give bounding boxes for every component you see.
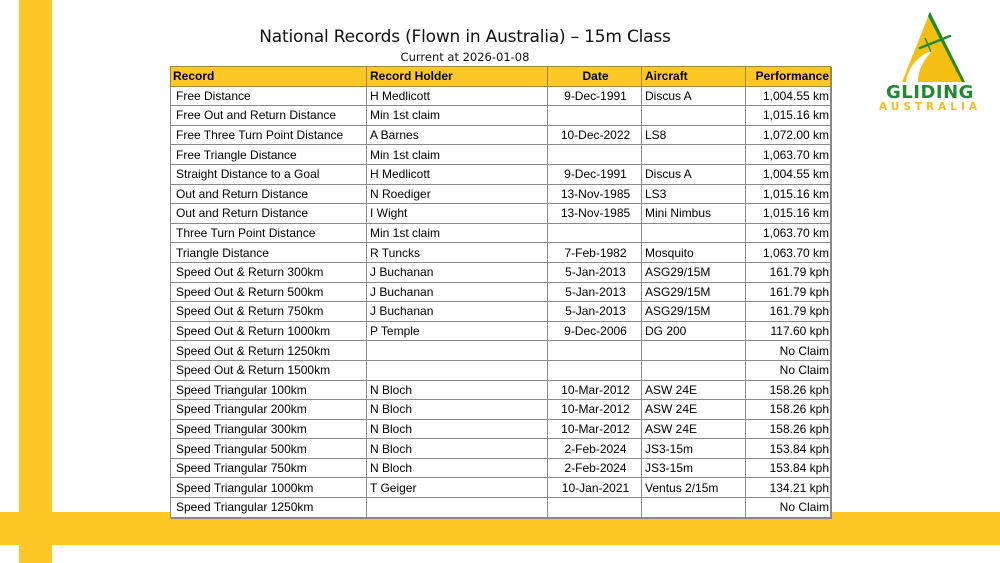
cell-record: Speed Triangular 100km <box>171 380 367 400</box>
table-row <box>171 498 831 518</box>
cell-performance: 1,063.70 km <box>746 223 831 243</box>
cell-aircraft: DG 200 <box>642 321 746 341</box>
header-aircraft: Aircraft <box>642 67 746 87</box>
cell-record-holder: P Temple <box>367 321 548 341</box>
cell-aircraft <box>642 145 746 165</box>
cell-record-holder: N Bloch <box>367 439 548 459</box>
cell-date: 13-Nov-1985 <box>548 204 642 224</box>
cell-performance: 1,004.55 km <box>746 164 831 184</box>
table-row <box>171 419 831 439</box>
header-record: Record <box>171 67 367 87</box>
cell-record-holder <box>367 341 548 361</box>
cell-record: Free Three Turn Point Distance <box>171 125 367 145</box>
table-row <box>171 458 831 478</box>
cell-date: 10-Mar-2012 <box>548 380 642 400</box>
cell-record-holder: N Bloch <box>367 400 548 420</box>
cell-date: 2-Feb-2024 <box>548 458 642 478</box>
header-record-holder: Record Holder <box>367 67 548 87</box>
cell-record: Speed Out & Return 300km <box>171 262 367 282</box>
cell-record: Speed Out & Return 1000km <box>171 321 367 341</box>
cell-date: 10-Mar-2012 <box>548 400 642 420</box>
table-row <box>171 439 831 459</box>
table-row <box>171 478 831 498</box>
records-table <box>170 66 831 518</box>
cell-record-holder: N Bloch <box>367 419 548 439</box>
header-performance: Performance <box>746 67 831 87</box>
table-header-row <box>171 67 831 87</box>
decorative-vertical-bar <box>19 0 52 563</box>
table-row <box>171 360 831 380</box>
table-row <box>171 204 831 224</box>
cell-record-holder: J Buchanan <box>367 302 548 322</box>
cell-performance: 161.79 kph <box>746 302 831 322</box>
cell-performance: 1,063.70 km <box>746 145 831 165</box>
table-row <box>171 262 831 282</box>
cell-aircraft: Discus A <box>642 164 746 184</box>
cell-record: Speed Out & Return 750km <box>171 302 367 322</box>
cell-aircraft: ASW 24E <box>642 400 746 420</box>
cell-record-holder <box>367 360 548 380</box>
cell-performance: No Claim <box>746 498 831 518</box>
cell-record-holder: N Bloch <box>367 458 548 478</box>
brand-name: GLIDING <box>886 82 974 103</box>
cell-record-holder: A Barnes <box>367 125 548 145</box>
cell-aircraft: JS3-15m <box>642 458 746 478</box>
cell-aircraft: JS3-15m <box>642 439 746 459</box>
cell-date <box>548 145 642 165</box>
cell-record-holder: J Buchanan <box>367 282 548 302</box>
cell-performance: No Claim <box>746 360 831 380</box>
table-row <box>171 106 831 126</box>
brand-subname: AUSTRALIA <box>879 101 981 113</box>
cell-record-holder: N Roediger <box>367 184 548 204</box>
cell-performance: 158.26 kph <box>746 380 831 400</box>
cell-record: Speed Out & Return 500km <box>171 282 367 302</box>
cell-record-holder: N Bloch <box>367 380 548 400</box>
cell-record-holder: J Buchanan <box>367 262 548 282</box>
table-row <box>171 243 831 263</box>
cell-aircraft <box>642 223 746 243</box>
cell-record-holder: I Wight <box>367 204 548 224</box>
cell-aircraft: Mosquito <box>642 243 746 263</box>
cell-date: 10-Jan-2021 <box>548 478 642 498</box>
cell-record: Free Distance <box>171 86 367 106</box>
table-row <box>171 400 831 420</box>
cell-performance: 153.84 kph <box>746 439 831 459</box>
cell-date: 9-Dec-2006 <box>548 321 642 341</box>
cell-performance: 1,015.16 km <box>746 184 831 204</box>
cell-record: Speed Triangular 750km <box>171 458 367 478</box>
cell-date <box>548 341 642 361</box>
cell-date <box>548 106 642 126</box>
cell-record-holder: Min 1st claim <box>367 223 548 243</box>
table-row <box>171 86 831 106</box>
cell-aircraft: LS3 <box>642 184 746 204</box>
cell-aircraft: ASG29/15M <box>642 302 746 322</box>
table-row <box>171 380 831 400</box>
cell-date: 7-Feb-1982 <box>548 243 642 263</box>
cell-date: 9-Dec-1991 <box>548 86 642 106</box>
cell-record-holder: Min 1st claim <box>367 106 548 126</box>
page-subtitle: Current at 2026-01-08 <box>400 50 530 64</box>
cell-performance: 158.26 kph <box>746 400 831 420</box>
cell-record: Out and Return Distance <box>171 204 367 224</box>
cell-aircraft: ASG29/15M <box>642 282 746 302</box>
cell-date: 5-Jan-2013 <box>548 302 642 322</box>
cell-date: 10-Mar-2012 <box>548 419 642 439</box>
cell-date <box>548 360 642 380</box>
cell-date <box>548 223 642 243</box>
cell-performance: 1,063.70 km <box>746 243 831 263</box>
cell-aircraft <box>642 341 746 361</box>
cell-record-holder: R Tuncks <box>367 243 548 263</box>
cell-performance: 161.79 kph <box>746 262 831 282</box>
cell-date: 13-Nov-1985 <box>548 184 642 204</box>
table-row <box>171 302 831 322</box>
cell-date: 5-Jan-2013 <box>548 282 642 302</box>
cell-performance: 134.21 kph <box>746 478 831 498</box>
table-row <box>171 184 831 204</box>
cell-performance: 1,004.55 km <box>746 86 831 106</box>
table-row <box>171 145 831 165</box>
cell-performance: No Claim <box>746 341 831 361</box>
cell-record-holder <box>367 498 548 518</box>
cell-record: Straight Distance to a Goal <box>171 164 367 184</box>
cell-date: 10-Dec-2022 <box>548 125 642 145</box>
cell-aircraft: LS8 <box>642 125 746 145</box>
table-row <box>171 223 831 243</box>
table-row <box>171 164 831 184</box>
cell-date: 5-Jan-2013 <box>548 262 642 282</box>
cell-aircraft <box>642 360 746 380</box>
cell-record-holder: T Geiger <box>367 478 548 498</box>
cell-record: Speed Out & Return 1250km <box>171 341 367 361</box>
cell-date: 9-Dec-1991 <box>548 164 642 184</box>
cell-record: Three Turn Point Distance <box>171 223 367 243</box>
cell-performance: 1,072.00 km <box>746 125 831 145</box>
cell-record: Speed Triangular 200km <box>171 400 367 420</box>
cell-performance: 153.84 kph <box>746 458 831 478</box>
cell-performance: 1,015.16 km <box>746 106 831 126</box>
cell-aircraft: ASG29/15M <box>642 262 746 282</box>
cell-record: Speed Triangular 300km <box>171 419 367 439</box>
cell-performance: 161.79 kph <box>746 282 831 302</box>
table-row <box>171 321 831 341</box>
cell-record: Speed Triangular 1000km <box>171 478 367 498</box>
page-title: National Records (Flown in Australia) – 15m Class <box>259 27 671 47</box>
cell-aircraft: Ventus 2/15m <box>642 478 746 498</box>
cell-record: Out and Return Distance <box>171 184 367 204</box>
cell-record: Speed Out & Return 1500km <box>171 360 367 380</box>
cell-record-holder: H Medlicott <box>367 86 548 106</box>
cell-record: Free Triangle Distance <box>171 145 367 165</box>
cell-aircraft: ASW 24E <box>642 419 746 439</box>
cell-performance: 117.60 kph <box>746 321 831 341</box>
table-row <box>171 341 831 361</box>
cell-aircraft: ASW 24E <box>642 380 746 400</box>
cell-record: Speed Triangular 1250km <box>171 498 367 518</box>
cell-performance: 158.26 kph <box>746 419 831 439</box>
cell-record-holder: H Medlicott <box>367 164 548 184</box>
cell-date: 2-Feb-2024 <box>548 439 642 459</box>
cell-aircraft <box>642 106 746 126</box>
table-row <box>171 282 831 302</box>
cell-record: Triangle Distance <box>171 243 367 263</box>
cell-aircraft: Discus A <box>642 86 746 106</box>
table-row <box>171 125 831 145</box>
cell-record-holder: Min 1st claim <box>367 145 548 165</box>
cell-record: Free Out and Return Distance <box>171 106 367 126</box>
cell-record: Speed Triangular 500km <box>171 439 367 459</box>
cell-date <box>548 498 642 518</box>
cell-aircraft <box>642 498 746 518</box>
header-date: Date <box>548 67 642 87</box>
cell-performance: 1,015.16 km <box>746 204 831 224</box>
cell-aircraft: Mini Nimbus <box>642 204 746 224</box>
